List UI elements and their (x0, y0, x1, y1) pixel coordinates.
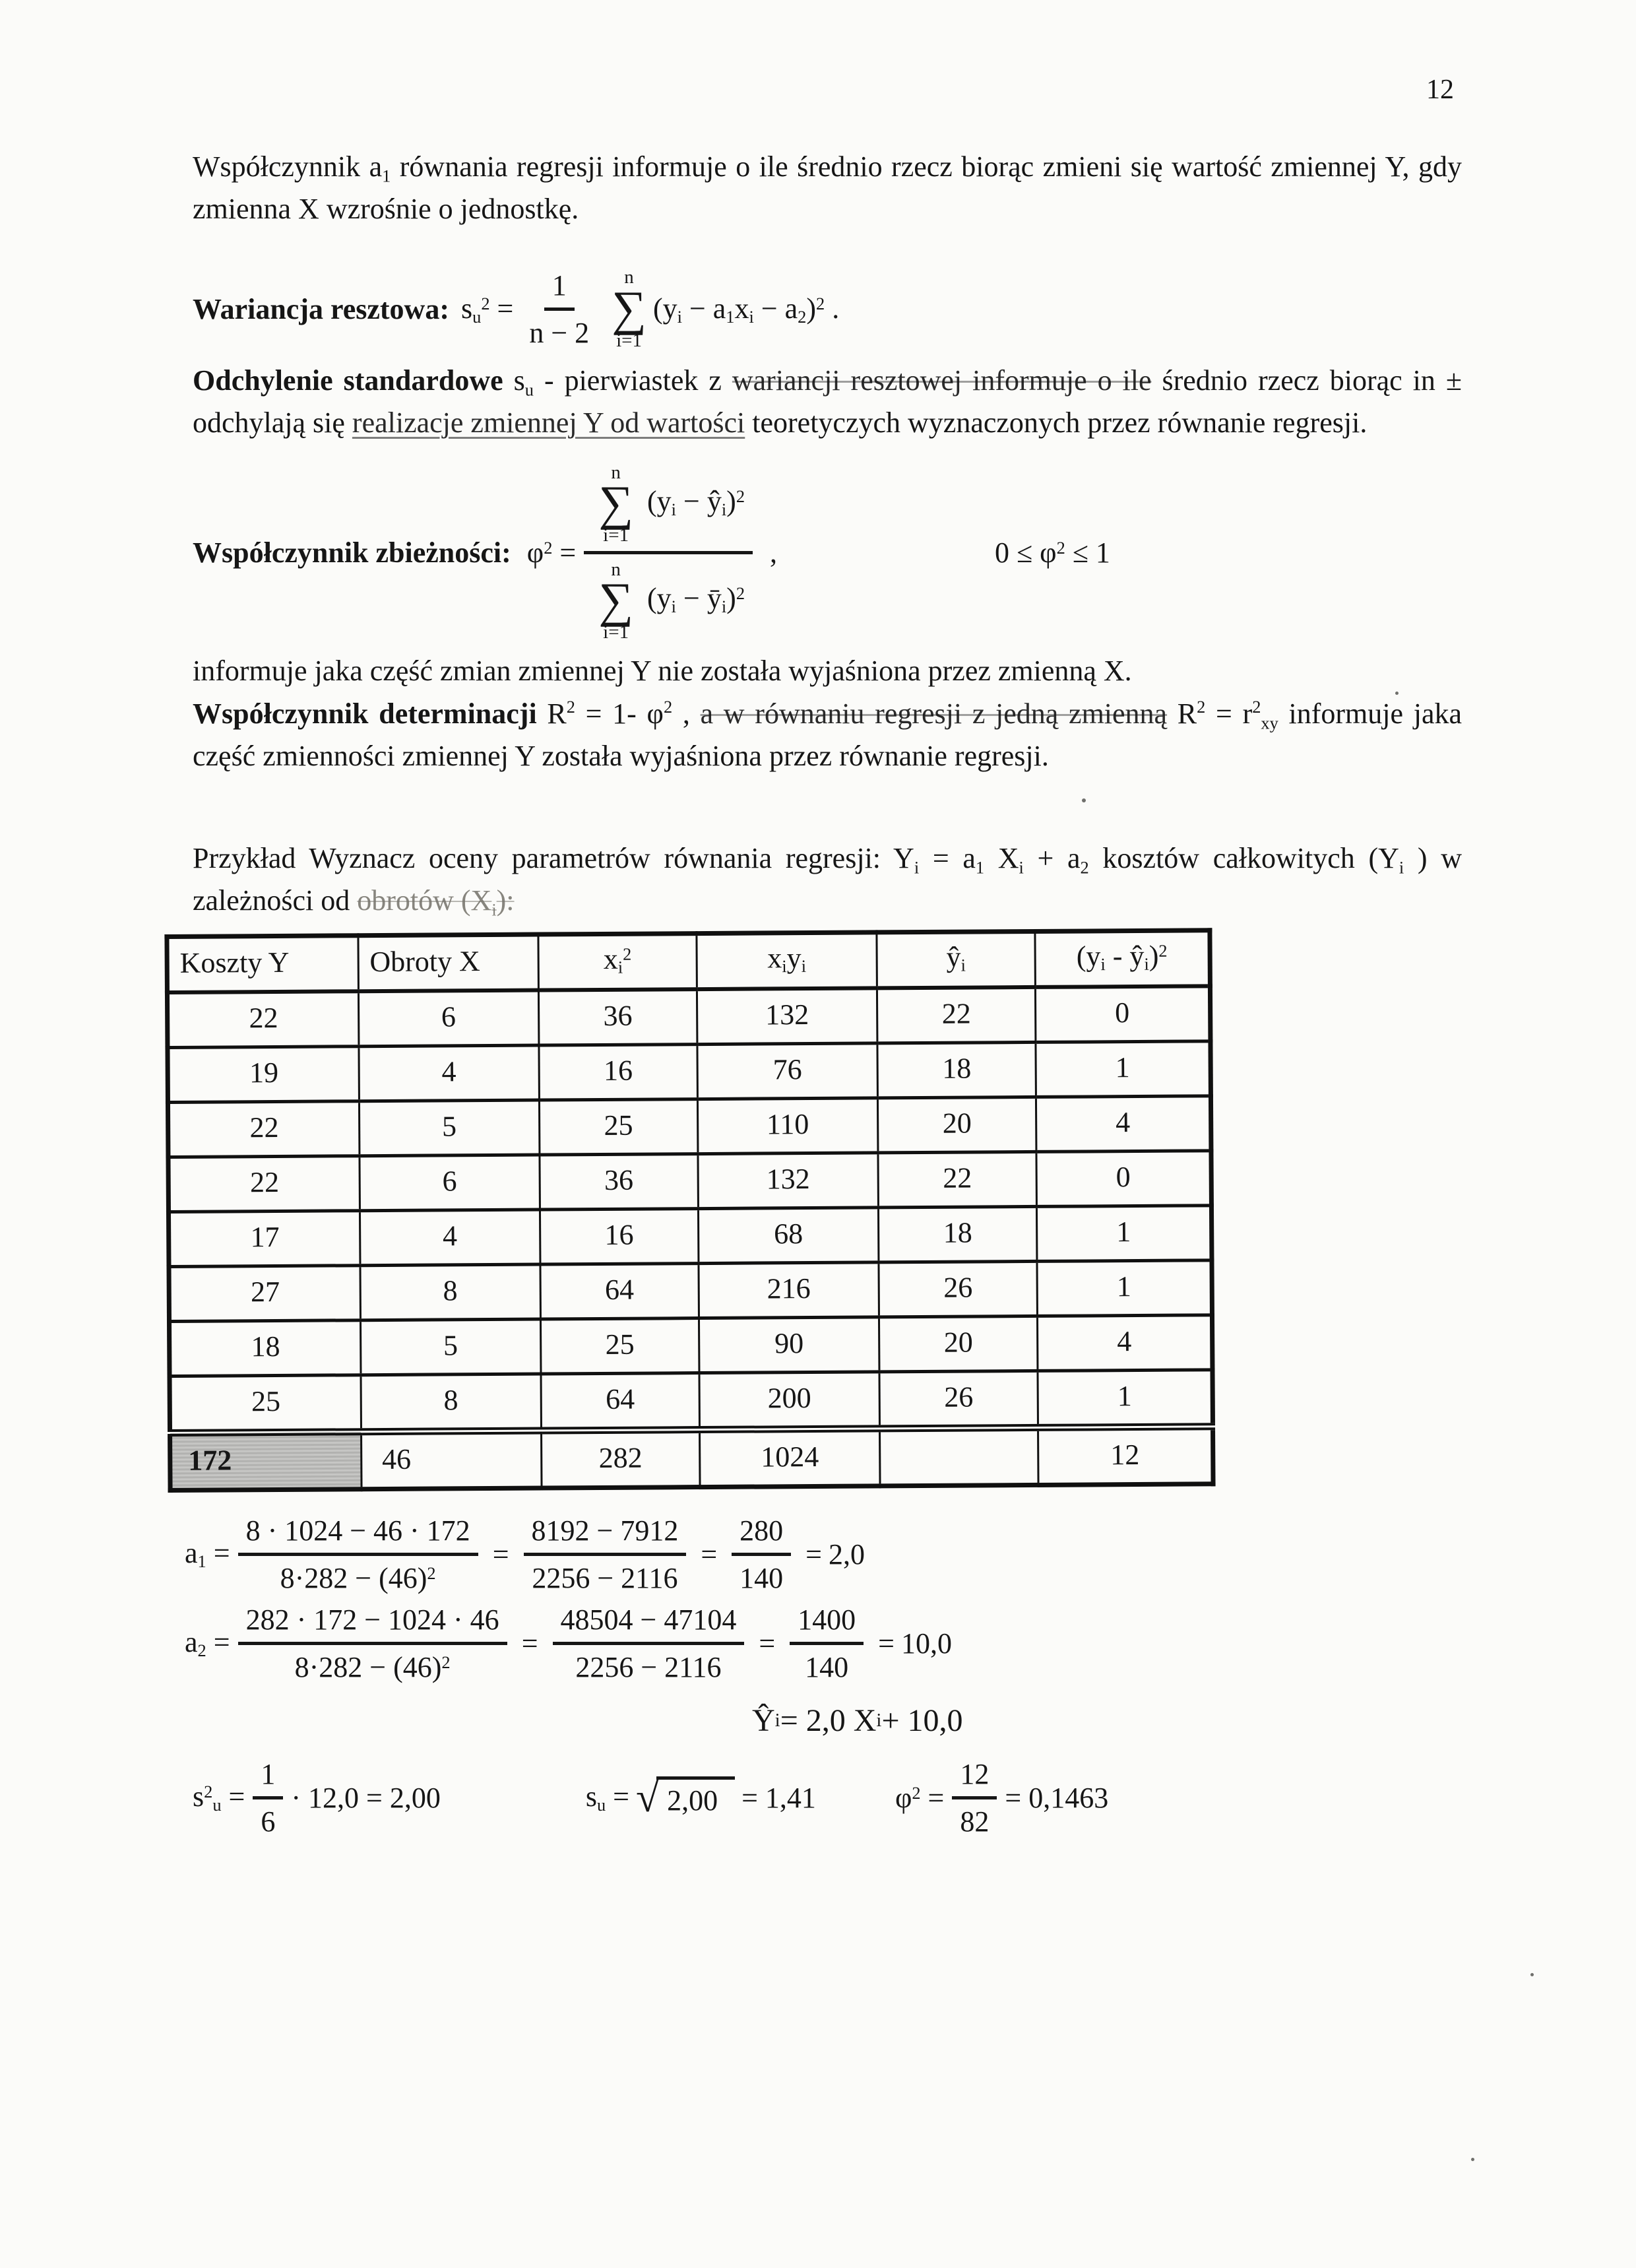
scan-speck (1395, 692, 1399, 695)
table-row (168, 1041, 1211, 1103)
text-run: obrotów (X (357, 884, 492, 917)
text-run: a (185, 1537, 198, 1570)
text-run: a (185, 1626, 198, 1659)
table-cell: 19 (168, 1047, 359, 1103)
table-cell: 110 (697, 1098, 878, 1154)
text-run: 2 (1197, 696, 1206, 717)
table-cell: 6 (358, 990, 539, 1046)
table-cell: 64 (540, 1263, 699, 1318)
text-run: 2 (912, 1782, 921, 1803)
s2u-lhs (193, 1780, 245, 1815)
text-run: 2 (427, 1563, 436, 1583)
a1-result: 2,0 (829, 1538, 865, 1571)
a2-lhs (185, 1625, 230, 1661)
text-run: i (1399, 857, 1404, 878)
table-cell: 5 (359, 1100, 540, 1156)
fraction-denominator (272, 1556, 444, 1596)
text-run: informuje jaka część zmian zmiennej Y nie została wyjaśniona przez zmienną X. (193, 654, 1132, 687)
a1-lhs (185, 1536, 230, 1572)
total-cell-residual: 12 (1038, 1427, 1213, 1485)
text-run: 2 (798, 306, 807, 327)
table-cell: 5 (360, 1319, 541, 1375)
fraction-denominator (584, 554, 753, 644)
table-cell: 26 (879, 1261, 1038, 1316)
table-body (167, 986, 1212, 1433)
total-cell-koszty: 172 (170, 1432, 362, 1491)
table-row (170, 1370, 1212, 1433)
fraction-12-82 (952, 1756, 997, 1840)
fraction-step-3 (732, 1512, 791, 1596)
wariancja-expression (653, 292, 839, 327)
text-run: 2 (736, 583, 745, 603)
text-run: i (1100, 954, 1106, 975)
table-cell: 1 (1038, 1370, 1212, 1428)
text-run: teoretyczych wyznaczonych przez równanie regresji. (745, 406, 1368, 439)
table-cell: 25 (539, 1099, 698, 1154)
summation-symbol (598, 560, 633, 643)
table-cell: 216 (699, 1262, 879, 1318)
text-run: = (206, 1626, 230, 1659)
wariancja-lhs (461, 292, 513, 327)
fraction-denominator: 82 (960, 1805, 990, 1838)
text-run: = (206, 1537, 230, 1570)
text-run: − a (753, 292, 798, 325)
text-run: średnio rzecz biorąc in ± odchylają się (193, 364, 1463, 439)
text-run: ŷ (946, 940, 961, 973)
heading-wariancja-resztowa: Wariancja resztowa: (193, 292, 449, 325)
table-cell: 18 (169, 1320, 360, 1377)
text-run: 2 (1056, 537, 1065, 558)
text-run: + a (1023, 841, 1081, 874)
text-run: i (914, 857, 920, 878)
text-run: xy (1261, 713, 1278, 733)
text-run: i (617, 957, 623, 977)
text-run: - pierwiastek z (533, 364, 732, 397)
formula-variance-value (193, 1756, 441, 1840)
denominator-expression (647, 582, 745, 614)
text-run: 1 (726, 306, 735, 327)
text-run: a w równaniu regresji z jedną zmienną (700, 697, 1168, 730)
text-run: i (774, 1709, 780, 1731)
text-run: Obroty X (369, 944, 480, 978)
text-run: 2 (622, 944, 632, 964)
text-run: ) (726, 484, 736, 517)
scan-speck (1530, 1973, 1534, 1976)
text-run: 1 (382, 166, 391, 186)
fraction-numerator: 1400 (790, 1602, 864, 1645)
text-run: i (491, 899, 497, 920)
text-run: i (801, 956, 807, 976)
formula-wspolczynnik-zbieznosci (193, 461, 1462, 644)
table-cell: 18 (879, 1206, 1038, 1262)
text-run: i (960, 955, 966, 975)
comma: , (770, 536, 778, 569)
equals-sign: = (492, 1538, 509, 1571)
text-run: u (212, 1795, 222, 1815)
table-cell: 18 (877, 1042, 1036, 1097)
text-run: 2 (736, 486, 745, 506)
col-header-xi-squared (538, 933, 697, 990)
text-run: , (672, 697, 701, 730)
text-run: s (513, 364, 525, 397)
text-run: 1 (975, 857, 985, 878)
sum-lower-limit: i=1 (616, 330, 643, 351)
text-run: i (1144, 954, 1149, 974)
table-row (168, 1151, 1211, 1212)
text-run: u (524, 379, 534, 400)
text-run: Współczynnik determinacji (193, 697, 537, 730)
table-cell: 27 (169, 1266, 360, 1322)
sum-upper-limit: n (611, 461, 621, 483)
table-cell: 4 (1038, 1315, 1212, 1371)
su-result: = 1,41 (741, 1781, 816, 1814)
text-run: 2 (1158, 940, 1168, 961)
text-run: − a (681, 292, 726, 325)
formula-a2-calculation (185, 1602, 1462, 1685)
text-run: − ŷ (676, 484, 722, 517)
total-cell-xiyi: 1024 (699, 1429, 880, 1487)
table-cell: 22 (167, 991, 358, 1047)
table-cell: 36 (540, 1153, 699, 1209)
text-run: 2 (1080, 857, 1089, 878)
text-run: wariancji resztowej informuje o ile (732, 364, 1152, 397)
table-cell: 20 (877, 1097, 1036, 1152)
text-run: X (984, 841, 1019, 874)
text-run: 8·282 − (46) (280, 1561, 427, 1594)
table-cell: 36 (538, 989, 697, 1045)
fraction-denominator: 2256 − 2116 (532, 1561, 678, 1594)
table-row (168, 1096, 1211, 1157)
table-cell: 1 (1037, 1206, 1212, 1262)
text-run: i (1019, 857, 1024, 878)
text-run: 1 (197, 1551, 206, 1572)
text-run: Współczynnik a (193, 150, 383, 183)
summation-symbol (598, 463, 633, 546)
text-run: = 1- (575, 697, 647, 730)
table-cell: 8 (361, 1374, 542, 1432)
table-cell: 0 (1036, 986, 1211, 1042)
text-run: i (671, 596, 676, 616)
sum-lower-limit: i=1 (603, 622, 629, 643)
scan-speck (1471, 2158, 1474, 2161)
total-cell-xi-squared: 282 (541, 1429, 700, 1487)
paragraph-intro (193, 146, 1462, 230)
text-run: i (876, 1709, 882, 1731)
sum-lower-limit: i=1 (603, 525, 629, 546)
table-cell: 1 (1037, 1260, 1212, 1316)
table-total-row (170, 1427, 1214, 1491)
text-run: x (603, 942, 618, 975)
text-run: R (1167, 697, 1197, 730)
text-run: ) (726, 581, 736, 614)
table-cell: 26 (879, 1371, 1038, 1428)
table-cell: 17 (168, 1211, 360, 1267)
radicand: 2,00 (656, 1776, 735, 1817)
text-run: 2 (566, 696, 575, 717)
table-row (169, 1260, 1212, 1322)
table-cell: 90 (699, 1317, 879, 1373)
equals-sign: = (805, 1538, 822, 1571)
phi-lhs (895, 1781, 944, 1815)
text-run: − ȳ (676, 581, 722, 614)
data-table (164, 928, 1215, 1493)
paragraph-odchylenie-standardowe (193, 360, 1462, 444)
text-run: kosztów całkowitych (Y (1088, 841, 1399, 874)
table-header-row (167, 930, 1210, 992)
text-run: 2 (481, 293, 490, 313)
fraction-numerator: 282 · 172 − 1024 · 46 (238, 1602, 507, 1645)
fraction-numerator (584, 461, 753, 554)
table-cell: 0 (1036, 1151, 1211, 1207)
table-cell: 8 (360, 1264, 541, 1320)
col-header-y-hat (877, 931, 1036, 988)
table-cell: 25 (540, 1318, 699, 1373)
text-run: Przykład Wyznacz oceny parametrów równania regresji: Y (193, 841, 914, 874)
text-run: = (552, 536, 577, 569)
fraction-numerator: 8 · 1024 − 46 · 172 (238, 1512, 478, 1556)
sum-upper-limit: n (611, 558, 621, 580)
formula-wariancja-resztowa (193, 267, 1462, 351)
text-run: y (786, 942, 802, 975)
table-row (169, 1315, 1212, 1377)
table-cell: 4 (1036, 1096, 1211, 1152)
equals-sign: = (759, 1627, 776, 1660)
text-run: φ (646, 697, 664, 730)
sigma-icon: ∑ (612, 281, 646, 336)
text-run: u (596, 1795, 606, 1815)
text-run: + 10,0 (881, 1702, 963, 1738)
text-run: = r (1205, 697, 1253, 730)
phi-squared-range (995, 536, 1110, 569)
table-cell: 16 (539, 1044, 698, 1099)
numerator-expression (647, 485, 745, 517)
table-cell: 25 (170, 1375, 361, 1433)
paragraph-wspolczynnik-determinacji (193, 694, 1462, 777)
text-run: s (460, 292, 473, 325)
table-cell: 1 (1036, 1041, 1211, 1097)
paragraph-przyklad (193, 838, 1462, 923)
text-run: . (825, 292, 840, 325)
table-row (168, 1206, 1211, 1267)
text-run: ) w zależności od (193, 841, 1463, 917)
col-header-residual-squared (1035, 930, 1210, 987)
col-header-obroty-x (358, 934, 539, 991)
total-cell-y-hat (880, 1427, 1039, 1485)
table-cell: 6 (360, 1155, 540, 1211)
text-run: (y (647, 581, 672, 614)
text-run: Ŷ (752, 1702, 775, 1738)
text-run: ) (806, 292, 817, 325)
radical-icon: √ (635, 1774, 660, 1821)
text-run: ): (496, 884, 515, 917)
equals-sign: = (878, 1627, 895, 1660)
equals-sign: = (521, 1627, 538, 1660)
fraction-denominator: 2256 − 2116 (575, 1650, 722, 1683)
scan-speck (1082, 798, 1086, 802)
table-cell: 68 (698, 1208, 879, 1264)
text-run: 8·282 − (46) (294, 1650, 442, 1683)
text-run: 2 (197, 1640, 206, 1661)
table-cell: 20 (879, 1316, 1038, 1371)
zbieznosc-lhs (527, 536, 576, 569)
fraction-one-over-n-minus-2 (521, 267, 597, 351)
table-cell: 76 (697, 1043, 878, 1099)
text-run: 2 (1252, 696, 1261, 717)
page-number: 12 (1426, 75, 1454, 105)
text-run: i (671, 499, 676, 519)
text-run: i (721, 499, 727, 519)
text-run: informuje jaka część zmienności zmiennej Y została wyjaśniona przez równanie regresji. (193, 697, 1463, 772)
text-run: realizacje zmiennej Y od wartości (352, 406, 745, 439)
text-run: = (920, 1781, 945, 1814)
equals-sign: = (701, 1538, 718, 1571)
text-run: = a (919, 841, 976, 874)
text-run: φ (895, 1781, 912, 1814)
text-run: 2 (816, 293, 825, 313)
text-run: x (767, 942, 782, 975)
square-root (636, 1776, 735, 1819)
table-cell: 4 (359, 1045, 540, 1101)
fraction-step-2 (553, 1602, 745, 1685)
heading-wspolczynnik-zbieznosci: Współczynnik zbieżności: (193, 536, 511, 569)
fraction-of-sums (584, 461, 753, 644)
text-run: R (536, 697, 567, 730)
text-run: - ŷ (1105, 939, 1145, 973)
text-run: 2 (544, 537, 553, 558)
su-lhs (586, 1780, 629, 1815)
text-run: Koszty Y (179, 946, 290, 979)
table-cell: 22 (168, 1101, 359, 1157)
sigma-icon: ∑ (598, 476, 633, 531)
table-row (167, 986, 1210, 1047)
fraction-denominator: n − 2 (529, 316, 590, 349)
fraction-numerator: 12 (952, 1756, 997, 1799)
text-run: i (677, 306, 682, 327)
text-run: i (749, 306, 754, 327)
fraction-step-1 (238, 1512, 478, 1596)
text-run: równania regresji informuje o ile średnio rzecz biorąc zmieni się wartość zmiennej Y, gdy zmienna X wzrośnie o jednostkę. (193, 150, 1462, 226)
fraction-step-3 (790, 1602, 864, 1685)
fraction-numerator: 280 (732, 1512, 791, 1556)
table-cell: 4 (360, 1210, 540, 1266)
formula-a1-calculation (185, 1512, 1462, 1596)
table-cell: 64 (541, 1373, 700, 1430)
col-header-koszty-y (167, 936, 358, 992)
text-run: ≤ 1 (1065, 536, 1110, 569)
fraction-step-2 (524, 1512, 687, 1596)
table-cell: 132 (697, 988, 877, 1044)
table-cell: 22 (878, 1151, 1037, 1207)
phi-result: = 0,1463 (1005, 1781, 1109, 1814)
text-run: (y (647, 484, 672, 517)
fraction-numerator: 1 (253, 1756, 283, 1799)
text-run: 0 ≤ φ (995, 536, 1057, 569)
text-run: Odchylenie standardowe (193, 364, 514, 397)
fraction-denominator (287, 1645, 458, 1685)
fraction-numerator: 8192 − 7912 (524, 1512, 687, 1556)
text-run: i (721, 596, 727, 616)
fraction-denominator: 140 (739, 1561, 784, 1594)
paragraph-informuje (193, 651, 1462, 692)
text-run: (y (652, 292, 677, 325)
text-run: u (472, 306, 482, 327)
table-cell: 132 (698, 1153, 879, 1209)
a2-result: 10,0 (901, 1627, 952, 1660)
fraction-step-1 (238, 1602, 507, 1685)
fraction-numerator: 48504 − 47104 (553, 1602, 745, 1645)
summation-symbol (612, 267, 646, 350)
text-run: = 2,0 X (780, 1702, 877, 1738)
text-run: ) (1148, 939, 1159, 972)
fraction-denominator: 140 (805, 1650, 849, 1683)
s2u-result: · 12,0 = 2,00 (291, 1781, 441, 1814)
text-run: = (489, 292, 514, 325)
sigma-icon: ∑ (598, 573, 633, 628)
text-run: s (193, 1780, 204, 1813)
table-cell: 200 (699, 1372, 880, 1430)
formula-stats-line (193, 1756, 1462, 1840)
text-run: (y (1076, 940, 1101, 973)
table-cell: 22 (877, 987, 1036, 1043)
text-run: i (782, 956, 787, 977)
table-cell: 16 (540, 1208, 699, 1264)
text-run: x (734, 292, 749, 325)
text-run: φ (526, 536, 544, 569)
text-run: 2 (663, 696, 673, 717)
text-run: 2 (441, 1652, 451, 1672)
formula-regression-model (752, 1702, 1462, 1739)
table-total-body (170, 1427, 1214, 1491)
fraction-denominator: 6 (261, 1805, 276, 1838)
fraction-numerator: 1 (544, 267, 575, 311)
col-header-xiyi (697, 932, 877, 989)
table-cell: 22 (168, 1156, 360, 1212)
total-cell-obroty: 46 (361, 1431, 542, 1489)
text-run: 2 (204, 1782, 213, 1802)
text-run: = (221, 1780, 245, 1813)
sum-upper-limit: n (624, 267, 634, 288)
text-run: = (606, 1780, 629, 1813)
text-run: s (585, 1780, 597, 1813)
formula-standard-deviation-value (586, 1776, 816, 1819)
formula-phi-squared-value (895, 1756, 1108, 1840)
fraction-one-sixth (253, 1756, 283, 1840)
